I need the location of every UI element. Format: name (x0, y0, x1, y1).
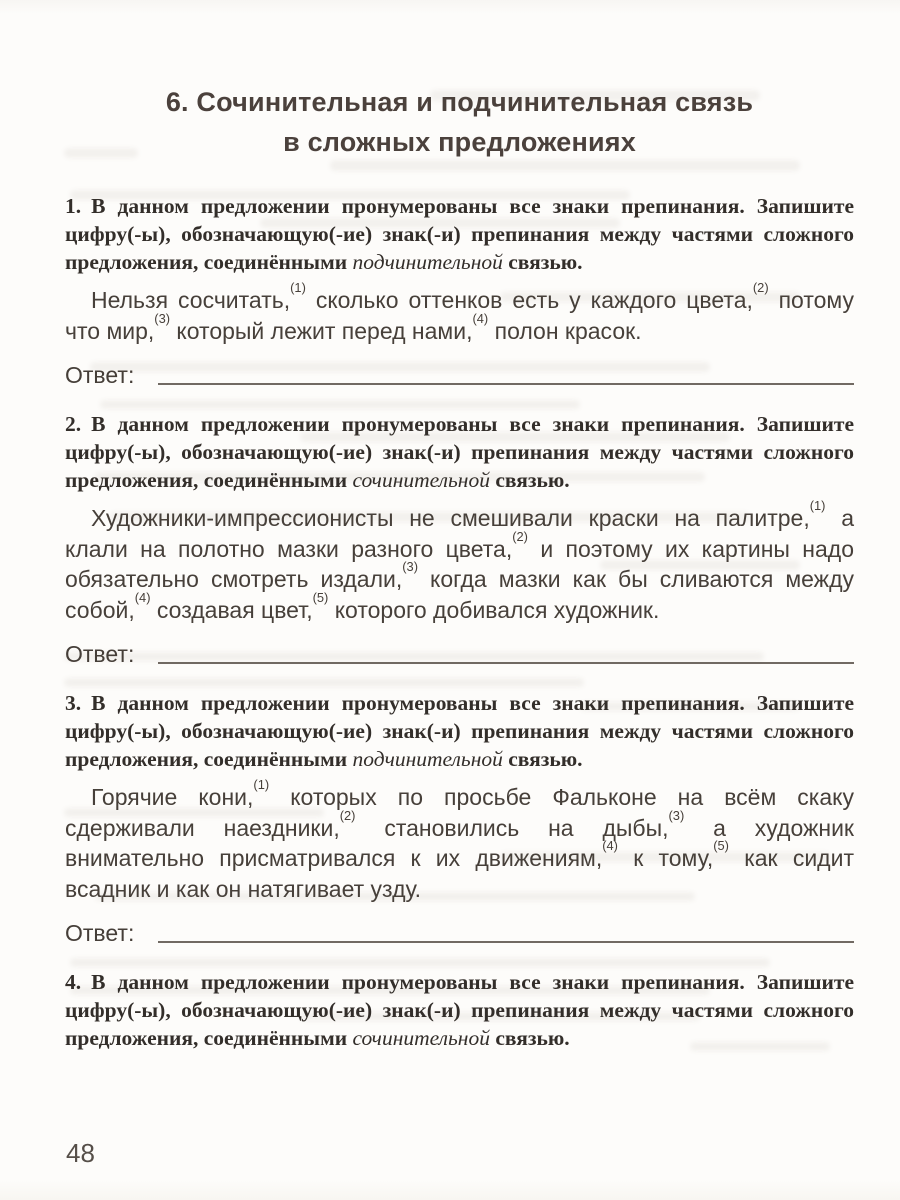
task-prompt-tail: связью. (508, 250, 583, 274)
example-sentence: Горячие кони,$^{(1)}$ которых по просьбе Фальконе на всём скаку сдерживали наездники,$^{(2)}$ становились на дыбы,$^{(3)}$ а художник внимательно присматривался к их движениям,$^{(4)}$ к тому,$^{(5)}$ как сидит всадник и как он натягивает узду. (65, 777, 854, 902)
task-prompt-tail: связью. (508, 747, 583, 771)
page-number: 48 (66, 1138, 95, 1168)
task-prompt-text: В данном предложении пронумерованы все знаки препинания. Запишите цифру(-ы), обозначающую(-ие) знак(-и) препинания между частями сложного предложения, соединёнными (65, 691, 854, 771)
task-connection-term: подчинительной (352, 747, 503, 771)
task-connection-term: сочинительной (352, 1026, 490, 1050)
answer-row (65, 359, 854, 389)
task-prompt (65, 410, 854, 494)
task-prompt-text: В данном предложении пронумерованы все знаки препинания. Запишите цифру(-ы), обозначающую(-ие) знак(-и) препинания между частями сложного предложения, соединёнными (65, 194, 854, 274)
answer-row (65, 638, 854, 668)
task-prompt (65, 192, 854, 276)
task-3 (65, 689, 854, 947)
example-sentence: Нельзя сосчитать,$^{(1)}$ сколько оттенков есть у каждого цвета,$^{(2)}$ потому что мир,$^{(3)}$ который лежит перед нами,$^{(4)}$ полон красок. (65, 280, 854, 344)
task-prompt-tail: связью. (495, 468, 570, 492)
answer-label: Ответ: (65, 920, 135, 946)
task-connection-term: сочинительной (352, 468, 490, 492)
task-number: 3. (65, 691, 82, 715)
task-number: 1. (65, 194, 82, 218)
task-connection-term: подчинительной (352, 250, 503, 274)
task-prompt-tail: связью. (495, 1026, 570, 1050)
answer-label: Ответ: (65, 641, 135, 667)
task-prompt (65, 968, 854, 1052)
answer-label: Ответ: (65, 362, 135, 388)
task-1 (65, 192, 854, 389)
task-number: 2. (65, 412, 82, 436)
answer-blank-line (158, 638, 854, 664)
section-title (65, 82, 854, 162)
section-title-line-1: 6. Сочинительная и подчинительная связь (165, 87, 754, 117)
task-number: 4. (65, 970, 82, 994)
answer-row (65, 917, 854, 947)
task-4 (65, 968, 854, 1052)
task-prompt-text: В данном предложении пронумерованы все знаки препинания. Запишите цифру(-ы), обозначающую(-ие) знак(-и) препинания между частями сложного предложения, соединёнными (65, 970, 854, 1050)
task-2 (65, 410, 854, 668)
example-sentence: Художники-импрессионисты не смешивали краски на палитре,$^{(1)}$ а клали на полотно мазки разного цвета,$^{(2)}$ и поэтому их картины надо обязательно смотреть издали,$^{(3)}$ когда мазки как бы сливаются между собой,$^{(4)}$ создавая цвет,$^{(5)}$ которого добивался художник. (65, 498, 854, 623)
answer-blank-line (158, 917, 854, 943)
task-prompt-text: В данном предложении пронумерованы все знаки препинания. Запишите цифру(-ы), обозначающую(-ие) знак(-и) препинания между частями сложного предложения, соединёнными (65, 412, 854, 492)
answer-blank-line (158, 359, 854, 385)
section-title-line-2: в сложных предложениях (283, 127, 636, 157)
task-prompt (65, 689, 854, 773)
